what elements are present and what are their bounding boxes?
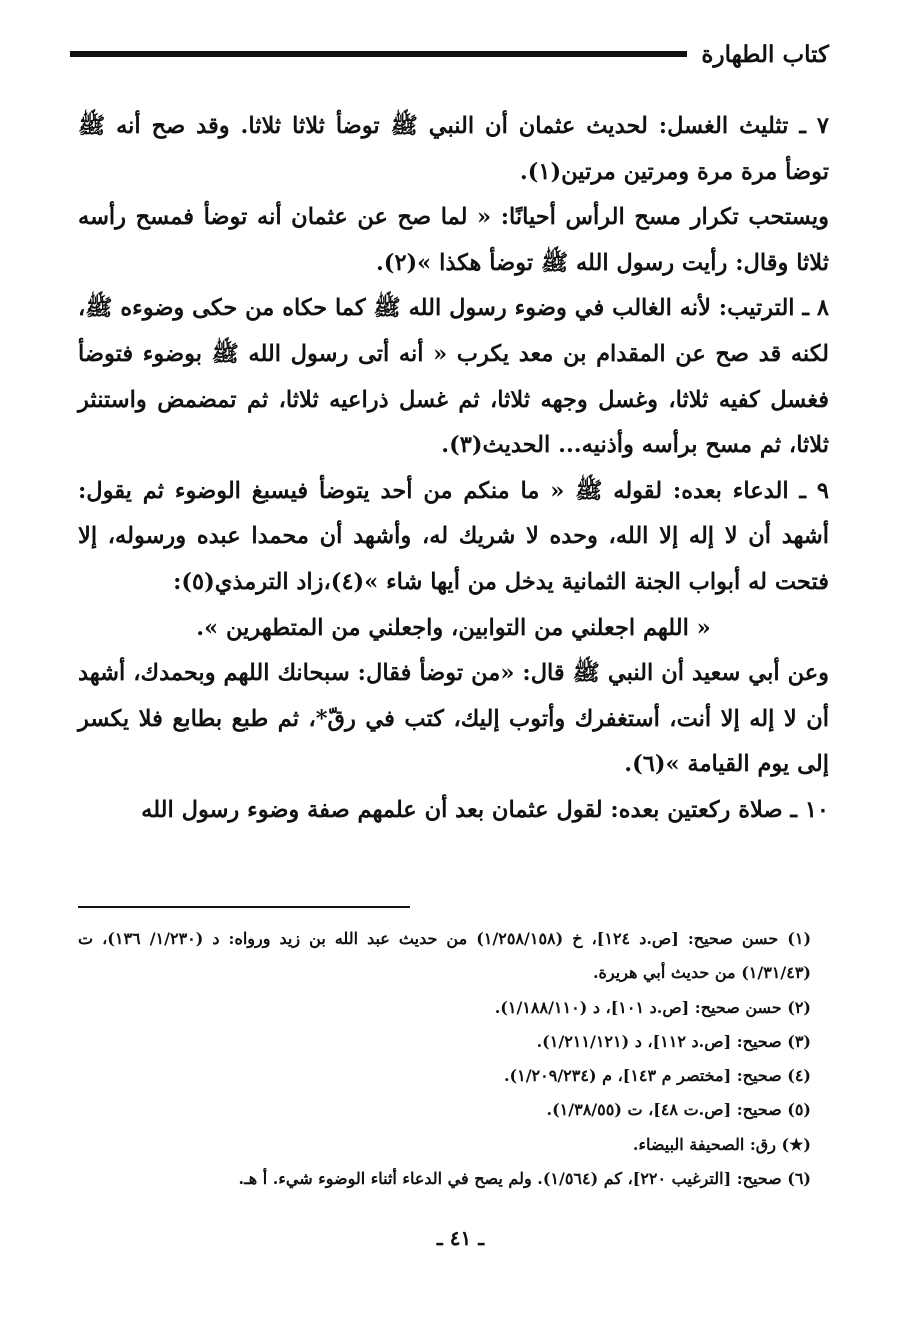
paragraph-head-repeat: ويستحب تكرار مسح الرأس أحيانًا: « لما صح عن عثمان أنه توضأ فمسح رأسه ثلاثا وقال: رأيت رسول الله ﷺ توضأ هكذا »(٢). (78, 204, 829, 276)
paragraph-item-9: ٩ ـ الدعاء بعده: لقوله ﷺ « ما منكم من أحد يتوضأ فيسبغ الوضوء ثم يقول: أشهد أن لا إله إلا الله، وحده لا شريك له، وأشهد أن محمدا عبده ورسوله، إلا فتحت له أبواب الجنة الثمانية يدخل من أيها شاء »(٤)،زاد الترمذي(٥): (78, 477, 829, 595)
running-header (70, 32, 829, 76)
footnote-3: (٣) صحيح: [ص.د ١١٢]، د (١/٢١١/١٢١). (536, 1031, 811, 1051)
paragraph-item-10: ١٠ ـ صلاة ركعتين بعده: لقول عثمان بعد أن علمهم صفة وضوء رسول الله (141, 796, 829, 823)
paragraph-item-8: ٨ ـ الترتيب: لأنه الغالب في وضوء رسول الله ﷺ كما حكاه من حكى وضوءه ﷺ، لكنه قد صح عن المقدام بن معد يكرب « أنه أتى رسول الله ﷺ بوضوء فتوضأ فغسل كفيه ثلاثا، وغسل وجهه ثلاثا، ثم غسل ذراعيه ثلاثا، ثم تمضمض واستنثر ثلاثا، ثم مسح برأسه وأذنيه... الحديث(٣). (78, 295, 829, 459)
paragraph-item-7: ٧ ـ تثليث الغسل: لحديث عثمان أن النبي ﷺ توضأ ثلاثا ثلاثا. وقد صح أنه ﷺ توضأ مرة مرة ومرتين مرتين(١). (78, 113, 829, 185)
footnote-separator (78, 906, 410, 908)
header-rule (70, 51, 687, 57)
footnote-1: (١) حسن صحيح: [ص.د ١٢٤]، خ (١/٢٥٨/١٥٨) من حديث عبد الله بن زيد ورواه: د (١/٢٣٠/ ١٣٦)، ت (١/٣١/٤٣) من حديث أبي هريرة. (78, 929, 812, 983)
footnote-5: (٥) صحيح: [ص.ت ٤٨]، ت (١/٣٨/٥٥). (546, 1100, 811, 1120)
footnote-4: (٤) صحيح: [مختصر م ١٤٣]، م (١/٢٠٩/٢٣٤). (503, 1066, 811, 1086)
paragraph-abu-said: وعن أبي سعيد أن النبي ﷺ قال: «من توضأ فقال: سبحانك اللهم وبحمدك، أشهد أن لا إله إلا أنت، أستغفرك وأتوب إليك، كتب في رقّ*، ثم طبع بطابع فلا يكسر إلى يوم القيامة »(٦). (78, 660, 829, 778)
main-text (78, 104, 829, 834)
supplication-quote: « اللهم اجعلني من التوابين، واجعلني من المتطهرين ». (196, 614, 711, 641)
footnote-2: (٢) حسن صحيح: [ص.د ١٠١]، د (١/١٨٨/١١٠). (494, 997, 811, 1017)
chapter-title: كتاب الطهارة (701, 40, 829, 68)
footnote-star: (★) رق: الصحيفة البيضاء. (632, 1134, 811, 1154)
footnote-6: (٦) صحيح: [الترغيب ٢٢٠]، كم (١/٥٦٤). ولم يصح في الدعاء أثناء الوضوء شيء. أ هـ. (238, 1169, 811, 1189)
page-number: ـ ٤١ ـ (436, 1226, 485, 1250)
footnotes (78, 922, 811, 1196)
